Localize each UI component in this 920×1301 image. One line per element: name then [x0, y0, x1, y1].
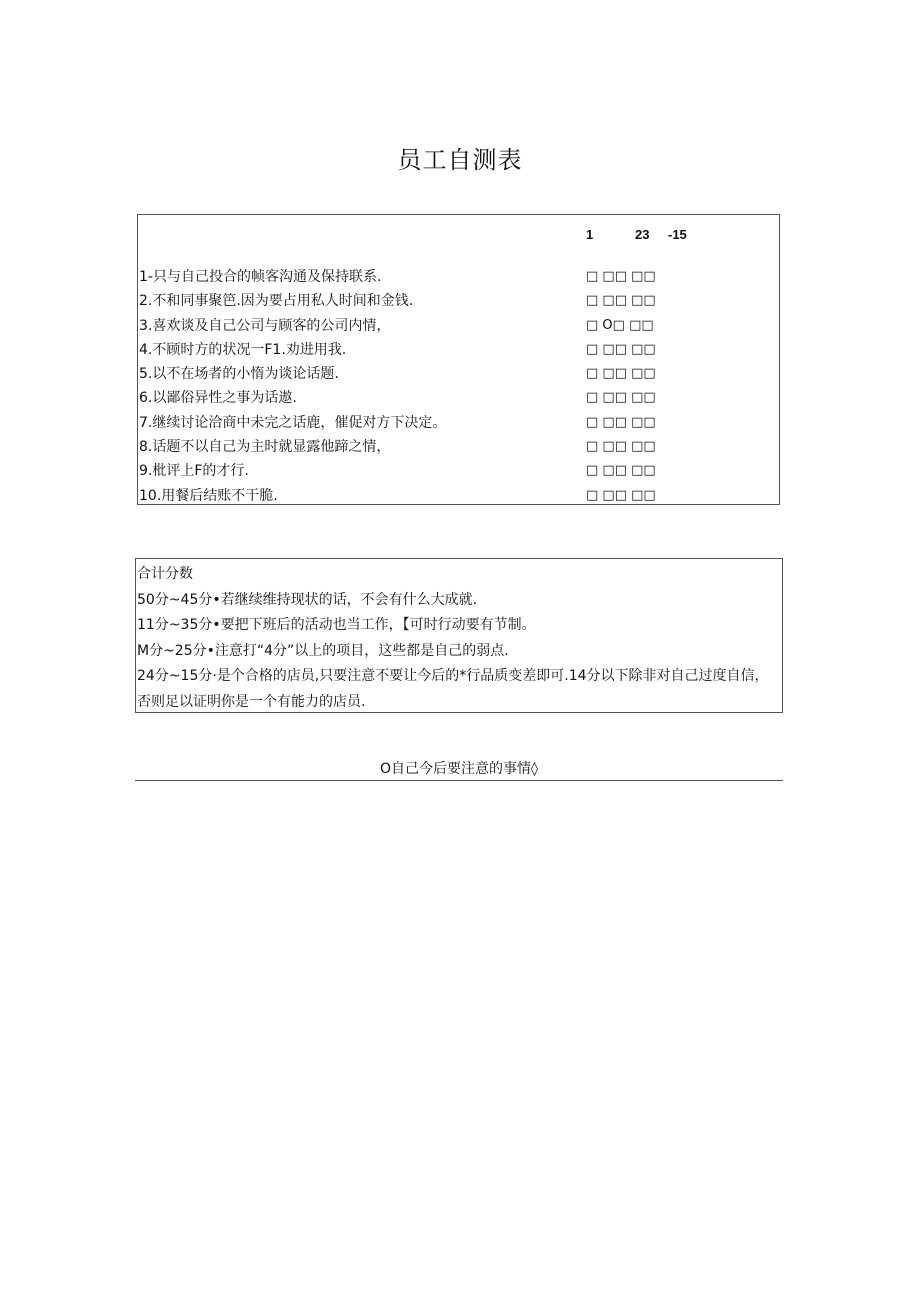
item-checkboxes[interactable]: □ □□ □□	[586, 341, 656, 357]
item-text: 1-只与自己投合的帧客沟通及保持联系.	[139, 269, 382, 285]
item-checkboxes[interactable]: □ □□ □□	[586, 439, 656, 455]
item-checkboxes[interactable]: □ □□ □□	[586, 390, 656, 406]
list-item	[138, 362, 781, 386]
list-item	[138, 435, 781, 459]
page-title: 员工自测表	[397, 146, 523, 174]
scoring-line: 24分~15分·是个合格的店员,只要注意不要让今后的*行品质变差即可.14分以下除非对自己过度自信，否则足以证明你是一个有能力的店员.	[137, 668, 769, 710]
item-text: 9.枇评上F的才行.	[139, 463, 249, 480]
item-checkboxes[interactable]: □ □□ □□	[586, 463, 656, 479]
notes-divider	[135, 780, 783, 781]
item-text: 6.以鄙俗异性之事为话遨.	[139, 390, 297, 407]
item-text: 8.话题不以自己为主时就显露他蹄之情，	[139, 439, 391, 456]
self-test-table	[137, 214, 780, 505]
list-item	[138, 411, 781, 435]
list-item	[138, 265, 781, 289]
notes-heading: O自己今后要注意的事情◊	[380, 761, 538, 777]
item-text: 3.喜欢谈及自己公司与顾客的公司内情，	[139, 317, 391, 334]
item-text: 7.继续讨论洽商中未完之话鹿，催促对方下决定。	[139, 414, 447, 431]
item-checkboxes[interactable]: □ O□ □□	[586, 317, 654, 333]
list-item	[138, 289, 781, 313]
item-text: 5.以不在场者的小惰为谈论话题.	[139, 366, 339, 383]
item-checkboxes[interactable]: □ □□ □□	[586, 293, 656, 309]
item-text: 10.用餐后结账不干脆.	[139, 487, 278, 504]
item-text: 2.不和同事聚笆.因为要占用私人时间和金钱.	[139, 293, 414, 310]
scoring-heading: 合计分数	[137, 566, 193, 582]
list-item	[138, 338, 781, 362]
scoring-line: M分~25分•注意打“4分”以上的项目，这些都是自己的弱点.	[137, 642, 509, 659]
list-item	[138, 386, 781, 410]
scale-label-15: -15	[668, 227, 687, 242]
item-checkboxes[interactable]: □ □□ □□	[586, 366, 656, 382]
item-checkboxes[interactable]: □ □□ □□	[586, 414, 656, 430]
list-item	[138, 459, 781, 483]
item-checkboxes[interactable]: □ □□ □□	[586, 487, 656, 503]
item-list	[138, 265, 781, 508]
scoring-line: 50分~45分•若继续维持现状的话，不会有什么大成就.	[137, 591, 478, 608]
scoring-box	[135, 558, 783, 713]
scale-label-23: 23	[635, 227, 650, 242]
item-text: 4.不顾时方的状况一F1.劝进用我.	[139, 341, 347, 358]
scale-label-1: 1	[586, 227, 594, 242]
item-checkboxes[interactable]: □ □□ □□	[586, 269, 656, 284]
scoring-line: 11分~35分•要把下班后的活动也当工作，【可时行动要有节制。	[137, 617, 536, 633]
list-item	[138, 484, 781, 508]
list-item	[138, 314, 781, 338]
